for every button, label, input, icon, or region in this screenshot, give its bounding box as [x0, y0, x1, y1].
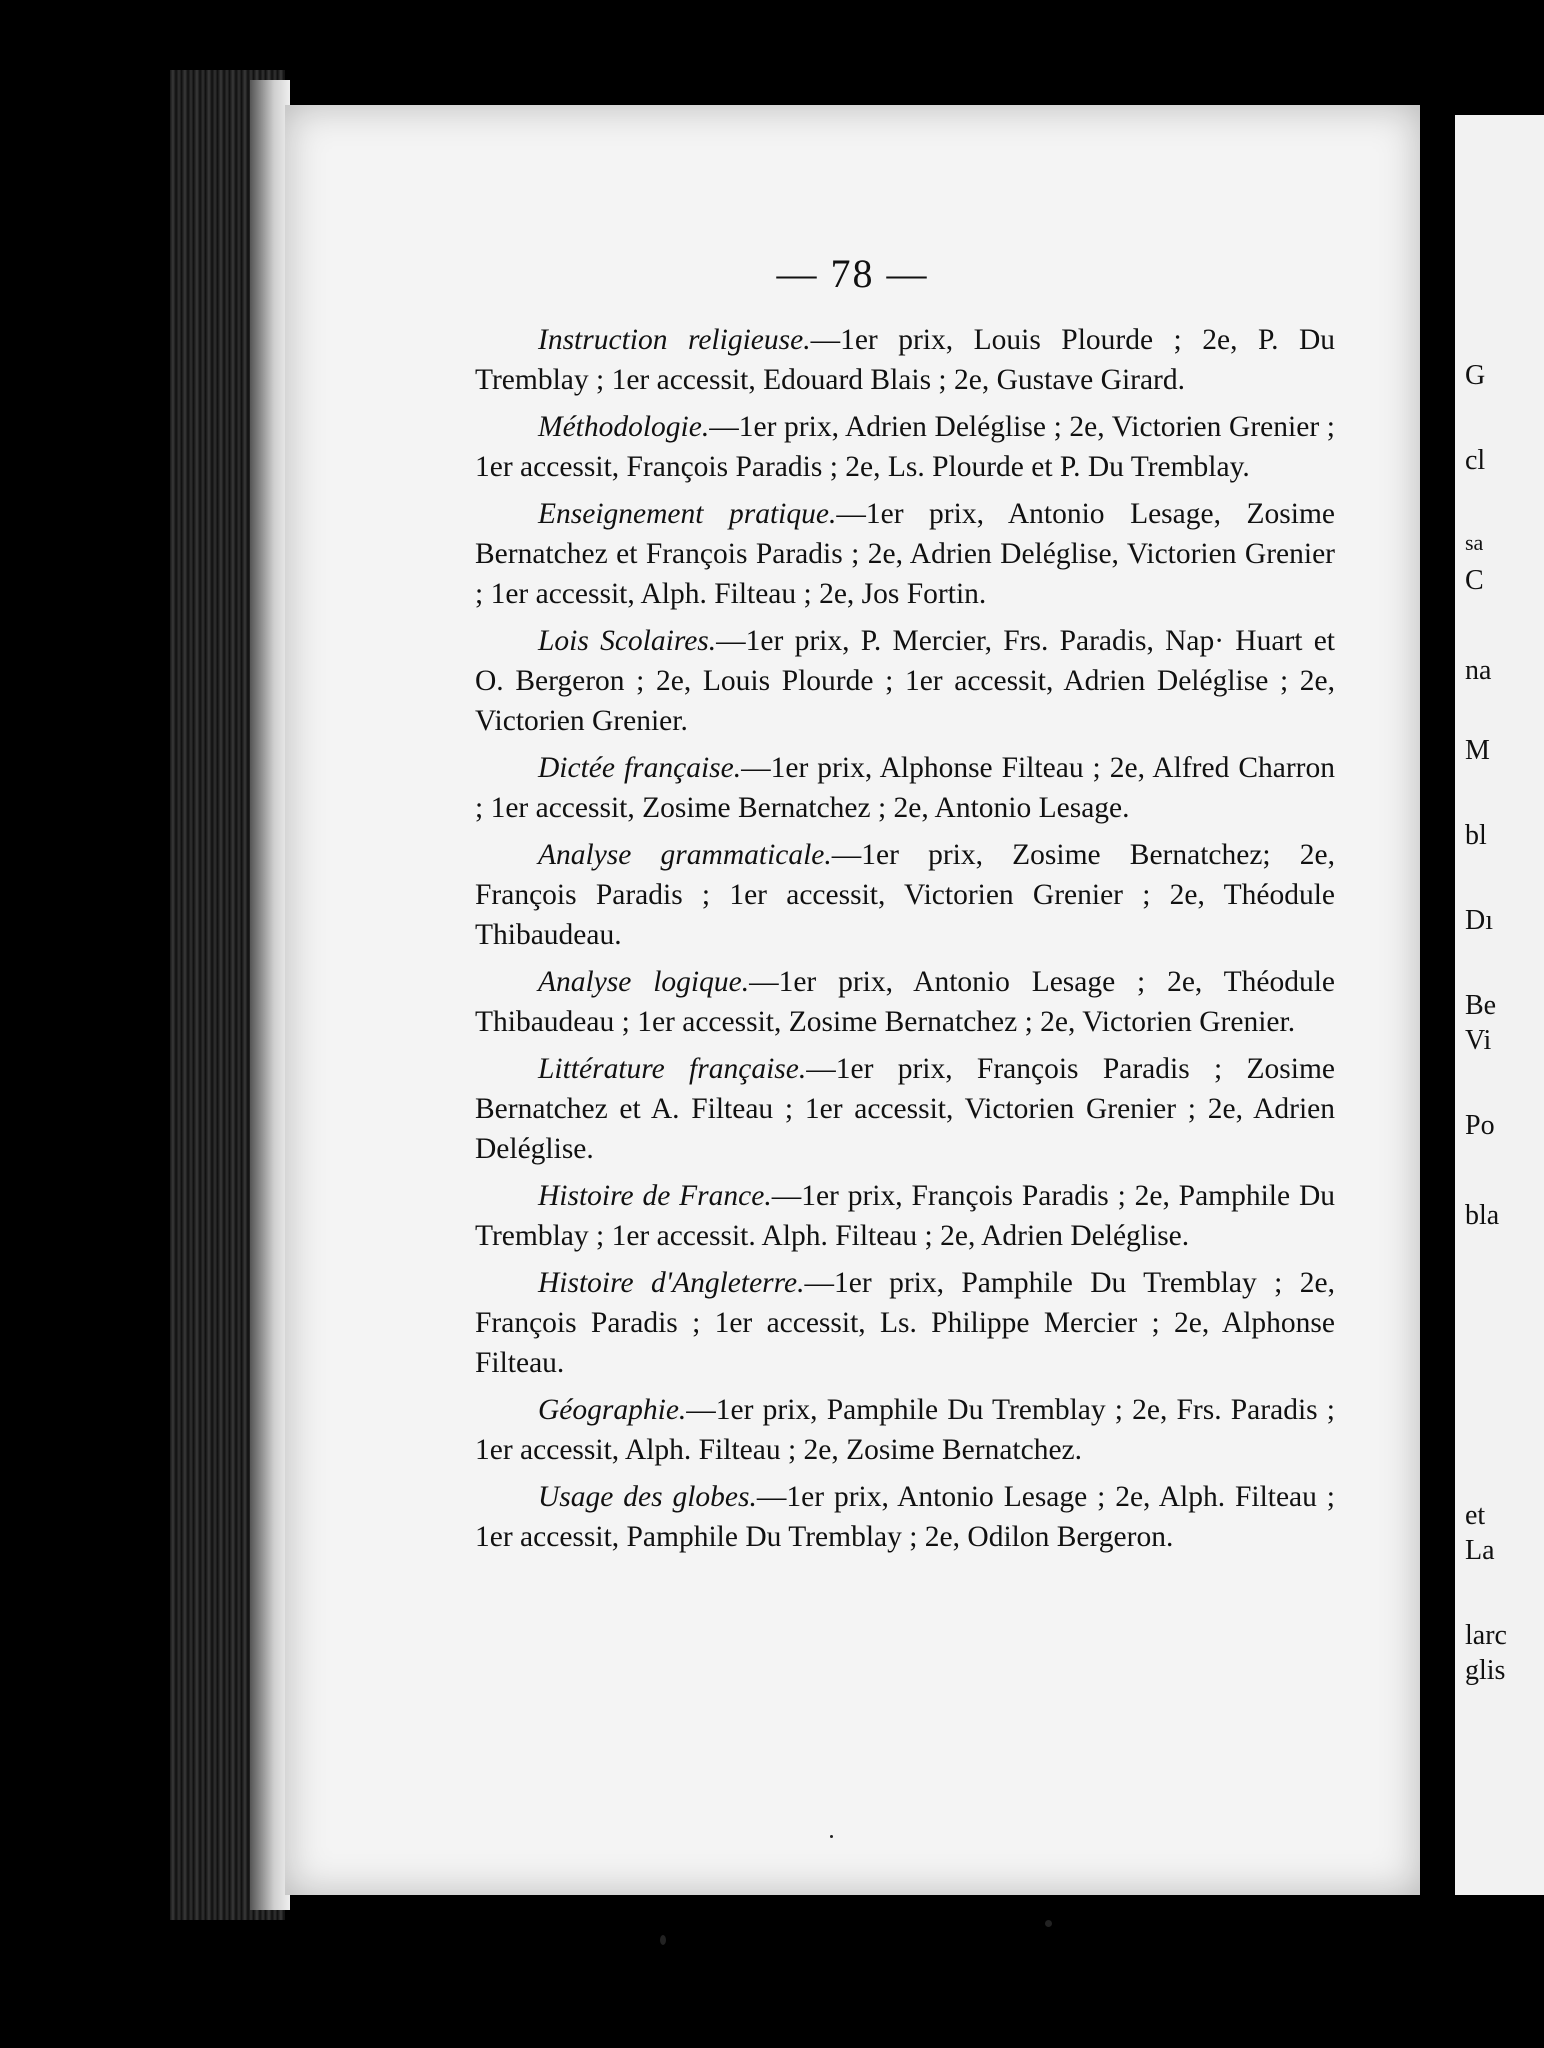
prize-winners: —1er prix, Alphonse Filteau ; 2e, Alfred Charron ; 1er accessit, Zosime Bernatchez ; 2e, Antonio Lesage. [475, 752, 1335, 824]
page-gutter [1420, 90, 1455, 1920]
prize-entry [475, 748, 1335, 828]
right-page-fragment [1455, 115, 1544, 1895]
subject-title: Lois Scolaires. [538, 625, 717, 657]
prize-winners: —1er prix, Pamphile Du Tremblay ; 2e, Frs. Paradis ; 1er accessit, Alph. Filteau ; 2e, Zosime Bernatchez. [475, 1394, 1335, 1466]
subject-title: Analyse logique. [538, 966, 750, 998]
prize-entry [475, 320, 1335, 400]
subject-title: Usage des globes. [538, 1481, 757, 1513]
page-number: — 78 — [776, 251, 929, 296]
prize-entry [475, 407, 1335, 487]
prize-winners: —1er prix, P. Mercier, Frs. Paradis, Nap· Huart et O. Bergeron ; 2e, Louis Plourde ; 1er accessit, Adrien Deléglise ; 2e, Victorien Grenier. [475, 625, 1335, 737]
ink-speck [1045, 1920, 1052, 1927]
subject-title: Dictée française. [538, 752, 742, 784]
right-page-text: glis [1465, 1655, 1506, 1686]
subject-title: Analyse grammaticale. [538, 839, 832, 871]
prize-entry [475, 1049, 1335, 1169]
right-page-text: et [1465, 1500, 1486, 1531]
right-page-text: bla [1465, 1200, 1500, 1231]
prize-entry [475, 1390, 1335, 1470]
subject-title: Enseignement pratique. [538, 498, 837, 530]
right-page-text: Vi [1465, 1025, 1492, 1056]
subject-title: Littérature française. [538, 1053, 807, 1085]
ink-speck [660, 1935, 666, 1945]
prize-winners: —1er prix, Louis Plourde ; 2e, P. Du Tremblay ; 1er accessit, Edouard Blais ; 2e, Gustave Girard. [475, 324, 1336, 396]
prize-entry [475, 835, 1335, 955]
right-page-text: larc [1465, 1620, 1507, 1651]
subject-title: Histoire d'Angleterre. [538, 1267, 805, 1299]
right-page-text: M [1465, 735, 1490, 766]
ink-speck [830, 1835, 833, 1838]
subject-title: Géographie. [538, 1394, 687, 1426]
prize-winners: —1er prix, Zosime Bernatchez; 2e, François Paradis ; 1er accessit, Victorien Grenier ; 2e, Théodule Thibaudeau. [475, 839, 1335, 951]
prize-winners: —1er prix, Adrien Deléglise ; 2e, Victorien Grenier ; 1er accessit, François Paradis ; 2e, Ls. Plourde et P. Du Tremblay. [475, 411, 1335, 483]
prize-entry [475, 1176, 1335, 1256]
right-page-text: La [1465, 1535, 1495, 1566]
right-page-text: Po [1465, 1110, 1495, 1141]
prize-entry [475, 1263, 1335, 1383]
right-page-text: C [1465, 565, 1484, 596]
left-page [285, 105, 1420, 1895]
right-page-text: cl [1465, 445, 1486, 476]
prize-winners: —1er prix, François Paradis ; 2e, Pamphile Du Tremblay ; 1er accessit. Alph. Filteau ; 2e, Adrien Deléglise. [475, 1180, 1335, 1252]
prize-winners: —1er prix, Antonio Lesage, Zosime Bernatchez et François Paradis ; 2e, Adrien Deléglise, Victorien Grenier ; 1er accessit, Alph. Filteau ; 2e, Jos Fortin. [475, 498, 1335, 610]
prize-winners: —1er prix, Antonio Lesage ; 2e, Théodule Thibaudeau ; 1er accessit, Zosime Bernatchez ; 2e, Victorien Grenier. [475, 966, 1335, 1038]
page-curve-shadow [250, 80, 290, 1910]
right-page-text: Be [1465, 990, 1497, 1021]
prize-entry [475, 494, 1335, 614]
subject-title: Instruction religieuse. [538, 324, 811, 356]
prize-winners: —1er prix, Antonio Lesage ; 2e, Alph. Filteau ; 1er accessit, Pamphile Du Tremblay ; 2e, Odilon Bergeron. [475, 1481, 1335, 1553]
prize-winners: —1er prix, Pamphile Du Tremblay ; 2e, François Paradis ; 1er accessit, Ls. Philippe Mercier ; 2e, Alphonse Filteau. [475, 1267, 1335, 1379]
prize-winners: —1er prix, François Paradis ; Zosime Bernatchez et A. Filteau ; 1er accessit, Victorien Grenier ; 2e, Adrien Deléglise. [475, 1053, 1335, 1165]
subject-title: Histoire de France. [538, 1180, 772, 1212]
prize-list [475, 320, 1335, 1564]
prize-entry [475, 1477, 1335, 1557]
subject-title: Méthodologie. [538, 411, 710, 443]
prize-entry [475, 621, 1335, 741]
right-page-text: G [1465, 360, 1486, 391]
right-page-text: bl [1465, 820, 1487, 851]
prize-entry [475, 962, 1335, 1042]
right-page-text: Dı [1465, 905, 1493, 936]
right-page-text: sa [1465, 530, 1484, 555]
right-page-text: na [1465, 655, 1492, 686]
